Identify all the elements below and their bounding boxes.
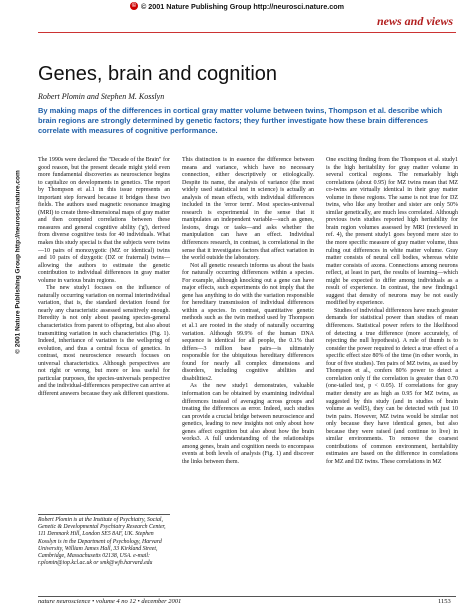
paragraph: Studies of individual differences have much greater demands for statistical power than studies of mean differences. Statistical power refers to the likelihood of detecting a true difference (more accurately, of rejecting the null hypothesis). A rule of thumb is to consider the power required to detect a true effect of a specific effect size 80% of the time (in other words, in four of five studies). Ten pairs of MZ twins, as used by Thompson et al., confers 80% power to detect a correlation only if the correlation is greater than 0.70 (one-tailed test, p < 0.05). If correlations for gray matter density are as high as 0.95 for MZ twins, as suggested by this study (and in studies of brain volume as well5), they can be detected with just 10 twin pairs. However, MZ twins would be similar not only because they have identical genes, but also because they were raised (and continue to live) in similar environments. To remove the coarsest contributions of common environment, heritability estimates are based on the difference in correlations for MZ and DZ twins. These correlations in MZ xyxy=(326,307,458,465)
header-rule xyxy=(38,32,456,33)
side-credit xyxy=(12,112,24,412)
paragraph: The 1990s were declared the "Decade of the Brain" for good reason, but the present decade might yield even more fundamental discoveries as neuroscience begins to capitalize on developments in genetics. The report by Thompson et al.1 in this issue represents an important step forward because it bridges these two fields. The authors used magnetic resonance imaging (MRI) to create three-dimensional maps of gray matter and then computed correlations between these measures and general cognitive ability ('g'), derived from diverse cognitive tests for 40 individuals. What makes this study special is that the subjects were twins—10 pairs of monozygotic (MZ or identical) twins and 10 pairs of dizygotic (DZ or fraternal) twins—allowing the authors to estimate the genetic contribution to individual differences in gray matter volume in various brain regions. xyxy=(38,157,171,284)
body-column-2 xyxy=(182,157,314,466)
body-column-3 xyxy=(326,157,458,466)
page-number: 1153 xyxy=(438,598,451,605)
side-credit-text: © 2001 Nature Publishing Group http://neurosci.nature.com xyxy=(14,170,22,354)
paragraph: The new study1 focuses on the influence of naturally occurring variation on normal interindividual variation, that is, the standard deviation found for nearly any characteristic assessed sensitively enough. Heredity is not only about passing species-general characteristics from parent to offspring, but also about transmitting variation in such characteristics (Fig. 1). Indeed, inheritance of variation is the wellspring of evolution, and thus a central focus of genetics. In contrast, most neuroscience research focuses on universal characteristics. Although perspectives are not right or wrong, but more or less useful for particular purposes, the species-universals perspective and the individual-differences perspective can arrive at different answers because they ask different questions. xyxy=(38,285,170,397)
paragraph: Not all genetic research informs us about the basis for naturally occurring differences within a species. For example, although knocking out a gene can have major effects, such experiments do not imply that the gene has anything to do with the variation responsible for hereditary transmission of individual differences within a species. In contrast, quantitative genetic methods such as the twin method used by Thompson et al.1 are rooted in the study of naturally occurring variation. Although 99.9% of the human DNA sequence is identical for all people, the 0.1% that differs—3 million base pairs—is ultimately responsible for the ubiquitous hereditary differences found for nearly all complex dimensions and disorders, including cognitive abilities and disabilities2. xyxy=(182,262,314,382)
article-authors: Robert Plomin and Stephen M. Kosslyn xyxy=(38,92,165,101)
copyright-icon: © xyxy=(131,3,137,9)
paragraph: This distinction is in essence the difference between means and variance, which have no necessary connection, either descriptively or etiologically. Despite its name, the analysis of variance (the most widely used statistical test in science) is actually an analysis of mean effects, with individual differences included in the 'error term'. Most species-universal research is experimental in the sense that it manipulates an independent variable—such as genes, lesions, drugs or tasks—and asks whether the manipulation can have an effect. Individual differences research, in contrast, is correlational in the sense that it investigates factors that affect variation in the world outside the laboratory. xyxy=(182,157,314,262)
affiliation-rule xyxy=(38,514,170,515)
journal-footer: nature neuroscience • volume 4 no 12 • december 2001 xyxy=(38,598,182,605)
paragraph: As the new study1 demonstrates, valuable information can be obtained by examining individual differences instead of averaging across groups and treating the differences as error. Indeed, such studies can provide a crucial bridge between neuroscience and genetics, leading to new insights not only about how genes affect cognition but also about how the brain works3. A full understanding of the relationships among genes, brain and cognition needs to encompass events at both levels of analysis (Fig. 1) and discover the links between them. xyxy=(182,383,314,465)
paragraph: One exciting finding from the Thompson et al. study1 is the high heritability for gray matter volume in several cortical regions. The remarkably high correlations (about 0.95) for MZ twins mean that MZ co-twins are virtually identical in their gray matter volume in these regions. The same is not true for DZ twins, who like any brother and sister are only 50% similar genetically, are much less correlated. Although previous twin studies reported high heritability for brain region volumes assessed by MRI (reviewed in ref. 4), the present study1 goes beyond mere size to the more specific measure of gray matter volume, thus ruling out differences in white matter volume. Gray matter consists of neural cell bodies, whereas white matter consists of axons. Connections among neurons reflect, at least in part, the results of learning—which might be expected to differ among individuals as a result of experience. In contrast, the new findings1 suggest that density of neurons may be not easily modified by experience. xyxy=(326,157,458,307)
article-title: Genes, brain and cognition xyxy=(38,63,278,85)
copyright-header xyxy=(0,0,474,12)
section-label: news and views xyxy=(377,14,454,28)
copyright-line: © 2001 Nature Publishing Group http://neurosci.nature.com xyxy=(141,1,344,11)
author-affiliation: Robert Plomin is at the Institute of Psychiatry, Social, Genetic & Developmental Psychiatry Research Center, 111 Denmark Hill, London SE5 8AF, UK. Stephen Kosslyn is in the Department of Psychology, Harvard University, William James Hall, 33 Kirkland Street, Cambridge, Massachusetts 02138, USA. e-mail: r.plomin@iop.kcl.ac.uk or smk@wjh.harvard.edu xyxy=(38,517,166,567)
body-column-1 xyxy=(38,157,170,399)
article-standfirst: By making maps of the differences in cortical gray matter volume between twins, Thompson et al. describe which brain regions are strongly determined by genetic factors; they further investigate how these brain differences correlate with measures of cognitive performance. xyxy=(38,106,443,135)
footer-rule xyxy=(38,596,456,597)
